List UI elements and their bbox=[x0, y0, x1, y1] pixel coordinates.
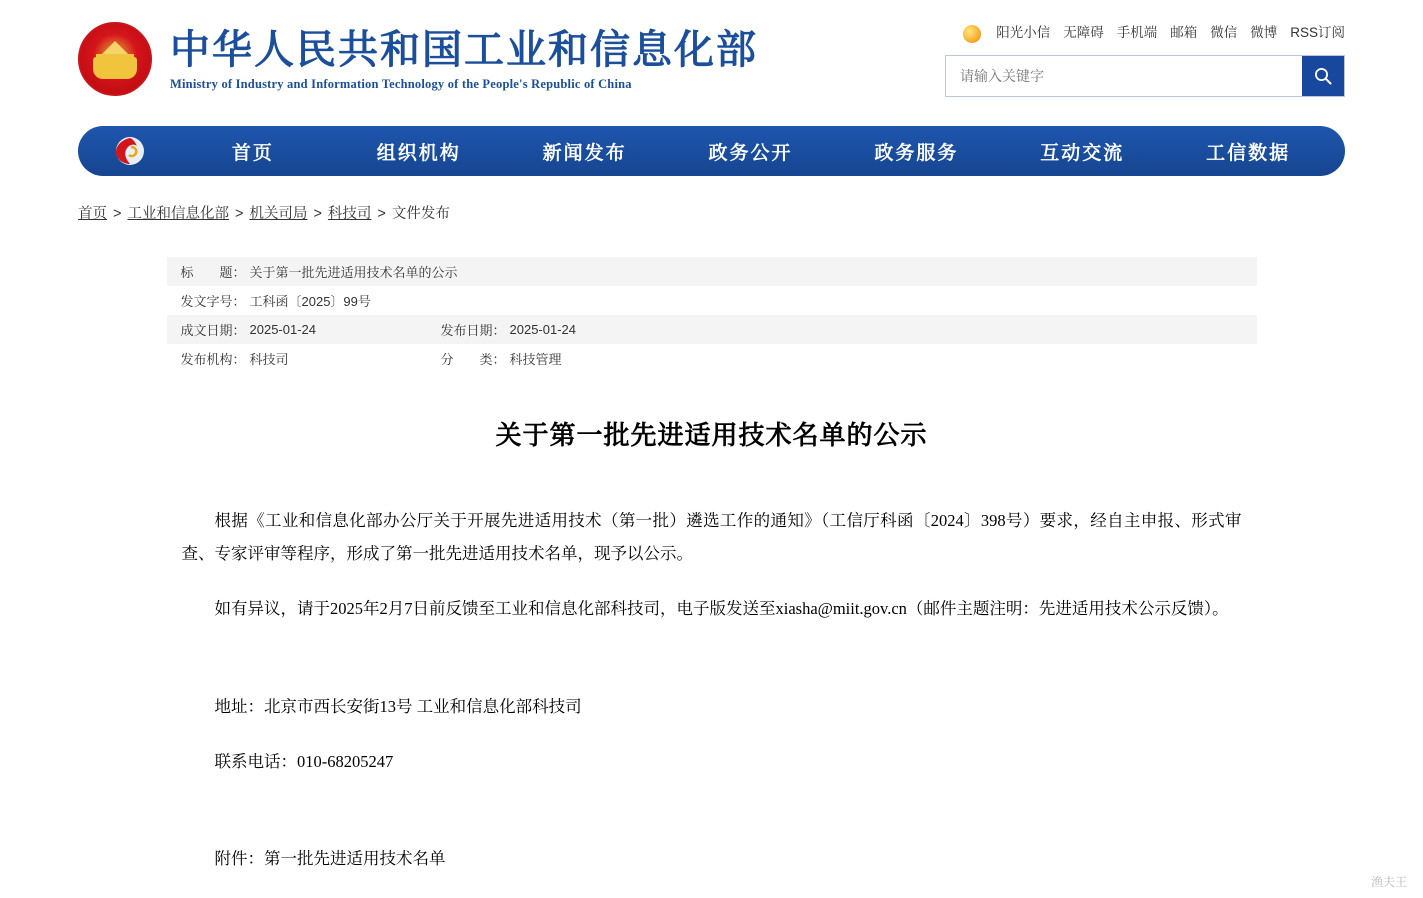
search-icon bbox=[1313, 66, 1333, 86]
meta-cell-category bbox=[441, 349, 562, 368]
meta-label-publish-date: 发布日期： bbox=[440, 323, 506, 338]
article-phone: 联系电话：010-68205247 bbox=[214, 751, 394, 771]
breadcrumb bbox=[78, 202, 1345, 223]
nav-item-government-service[interactable]: 政务服务 bbox=[874, 142, 959, 164]
meta-value-written-date: 2025-01-24 bbox=[249, 322, 317, 337]
nav-item-news[interactable]: 新闻发布 bbox=[542, 142, 627, 164]
meta-value-issuer: 科技司 bbox=[249, 352, 289, 367]
breadcrumb-separator: > bbox=[113, 206, 122, 222]
meta-label-docnumber: 发文字号： bbox=[180, 294, 246, 309]
breadcrumb-item-science-tech[interactable]: 科技司 bbox=[327, 206, 372, 222]
meta-value-publish-date: 2025-01-24 bbox=[509, 322, 577, 337]
article-attachment: 附件：第一批先进适用技术名单 bbox=[214, 849, 446, 868]
meta-label-issuer: 发布机构： bbox=[180, 352, 246, 367]
nav-item-government-disclosure[interactable]: 政务公开 bbox=[708, 142, 793, 164]
nav-item-organization[interactable]: 组织机构 bbox=[376, 142, 461, 164]
meta-label-title: 标 题： bbox=[180, 265, 246, 280]
article-address: 地址：北京市西长安街13号 工业和信息化部科技司 bbox=[214, 696, 582, 716]
meta-cell-written-date bbox=[181, 320, 441, 339]
article-spacer bbox=[182, 647, 1242, 673]
meta-row-title bbox=[167, 257, 1257, 286]
top-links bbox=[963, 21, 1345, 41]
breadcrumb-item-departments[interactable]: 机关司局 bbox=[249, 206, 308, 222]
top-link-weibo[interactable]: 微博 bbox=[1250, 25, 1278, 40]
meta-row-dates bbox=[167, 315, 1257, 344]
meta-label-written-date: 成文日期： bbox=[180, 323, 246, 338]
meta-row-issuer bbox=[167, 344, 1257, 373]
top-link-sunshine[interactable]: 阳光小信 bbox=[996, 25, 1051, 40]
national-emblem-icon bbox=[78, 22, 152, 96]
nav-item-data[interactable]: 工信数据 bbox=[1206, 142, 1291, 164]
brand-title-cn: 中华人民共和国工业和信息化部 bbox=[170, 26, 758, 72]
nav-items bbox=[170, 138, 1331, 165]
breadcrumb-item-current: 文件发布 bbox=[391, 206, 450, 222]
miit-logo-icon[interactable] bbox=[108, 134, 152, 168]
top-link-accessibility[interactable]: 无障碍 bbox=[1063, 25, 1104, 40]
article-spacer-2 bbox=[182, 800, 1242, 826]
breadcrumb-separator: > bbox=[377, 206, 386, 222]
meta-cell-issuer bbox=[181, 349, 441, 368]
search-input[interactable] bbox=[946, 56, 1302, 96]
article-body bbox=[182, 504, 1242, 875]
document-meta-table bbox=[167, 257, 1257, 373]
meta-cell-publish-date bbox=[441, 320, 577, 339]
top-link-wechat[interactable]: 微信 bbox=[1210, 25, 1238, 40]
article-paragraph-2: 如有异议，请于2025年2月7日前反馈至工业和信息化部科技司，电子版发送至xiasha@miit.gov.cn（邮件主题注明：先进适用技术公示反馈）。 bbox=[214, 599, 1229, 618]
header-right bbox=[945, 21, 1345, 97]
breadcrumb-separator: > bbox=[313, 206, 322, 222]
search-box bbox=[945, 55, 1345, 97]
brand-title-en: Ministry of Industry and Information Technology of the People's Republic of China bbox=[170, 76, 632, 91]
meta-value-category: 科技管理 bbox=[509, 352, 562, 367]
meta-value-docnumber: 工科函〔2025〕99号 bbox=[249, 294, 371, 309]
meta-row-docnumber bbox=[167, 286, 1257, 315]
page-title: 关于第一批先进适用技术名单的公示 bbox=[495, 420, 928, 450]
breadcrumb-item-miit[interactable]: 工业和信息化部 bbox=[127, 206, 229, 222]
nav-item-home[interactable]: 首页 bbox=[231, 142, 274, 164]
breadcrumb-separator: > bbox=[234, 206, 244, 222]
main-nav bbox=[78, 126, 1345, 176]
nav-item-interaction[interactable]: 互动交流 bbox=[1040, 142, 1125, 164]
top-link-mail[interactable]: 邮箱 bbox=[1170, 25, 1198, 40]
top-link-rss[interactable]: RSS订阅 bbox=[1290, 25, 1345, 40]
meta-value-title: 关于第一批先进适用技术名单的公示 bbox=[249, 265, 458, 280]
search-button[interactable] bbox=[1302, 56, 1344, 96]
site-header bbox=[0, 0, 1423, 118]
brand-text bbox=[170, 27, 758, 92]
watermark: 渔夫王 bbox=[1370, 875, 1407, 889]
breadcrumb-item-home[interactable]: 首页 bbox=[78, 206, 107, 222]
article-paragraph-1: 根据《工业和信息化部办公厅关于开展先进适用技术（第一批）遴选工作的通知》（工信厅科函〔2024〕398号）要求，经自主申报、形式审查、专家评审等程序，形成了第一批先进适用技术名单，现予以公示。 bbox=[181, 511, 1242, 563]
sun-icon bbox=[963, 25, 981, 43]
meta-label-category: 分 类： bbox=[440, 352, 506, 367]
top-link-mobile[interactable]: 手机端 bbox=[1116, 25, 1158, 40]
site-brand[interactable] bbox=[78, 22, 758, 96]
